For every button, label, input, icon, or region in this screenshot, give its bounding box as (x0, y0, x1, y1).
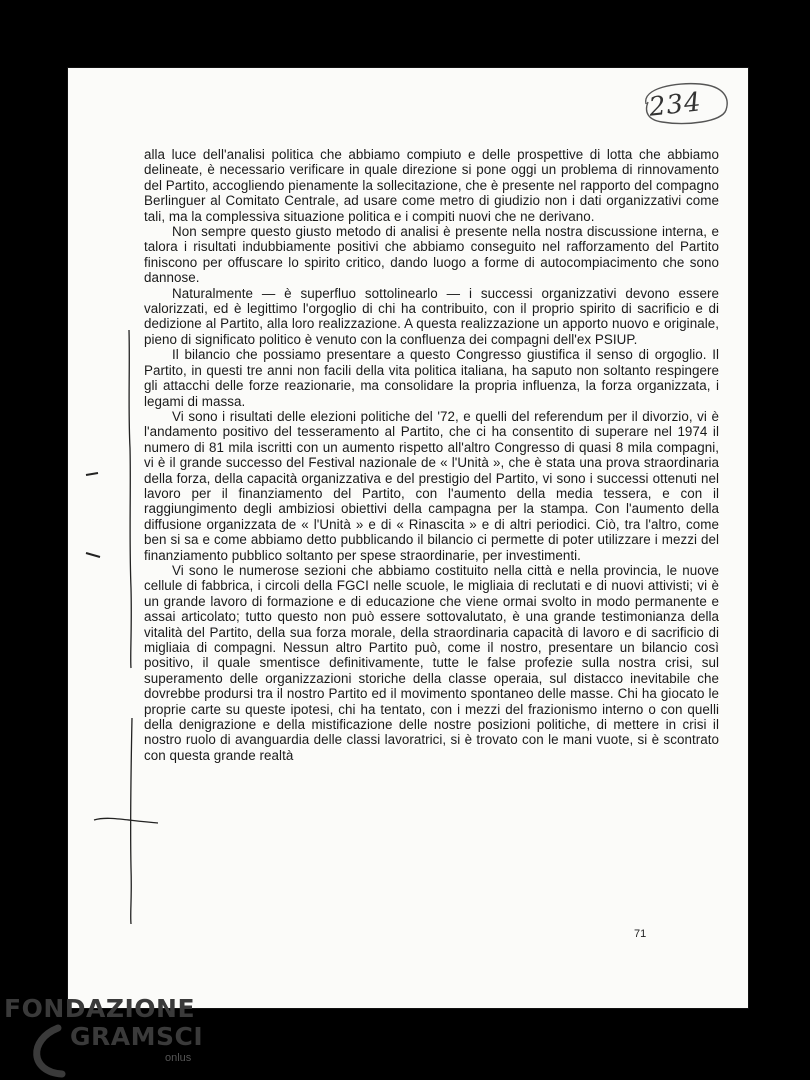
margin-line-upper (129, 330, 131, 668)
paragraph-1: alla luce dell'analisi politica che abbiamo compiuto e delle prospettive di lotta che abbiamo delineate, è necessario verificare in quale direzione si pone oggi un problema di rinnovamento del Partito, accogliendo pienamente la sollecitazione, che è presente nel rapporto del compagno Berlinguer al Comitato Centrale, ad usare come metro di giudizio non i dati organizzativi come tali, ma la complessiva situazione politica e i compiti nuovi che ne derivano. (144, 147, 719, 224)
paragraph-4: Il bilancio che possiamo presentare a questo Congresso giustifica il senso di orgoglio. Il Partito, in questi tre anni non facili della vita politica italiana, ha saputo non soltanto respingere gli attacchi delle forze reazionarie, ma consolidare la propria influenza, la forza organizzata, i legami di massa. (144, 347, 719, 409)
margin-dash-1 (86, 473, 98, 475)
paragraph-6: Vi sono le numerose sezioni che abbiamo costituito nella città e nella provincia, le nuove cellule di fabbrica, i circoli della FGCI nelle scuole, le migliaia di reclutati e di nuovi attivisti; vi è un grande lavoro di formazione e di educazione che viene ormai svolto in modo permanente e assai articolato; tutto questo non può essere sottovalutato, è una grande testimonianza della vitalità del Partito, della sua forza morale, della straordinaria capacità di lavoro e di sacrificio di migliaia di compagni. Nessun altro Partito può, come il nostro, presentare un bilancio così positivo, il quale smentisce definitivamente, tutte le false profezie sulla nostra crisi, sul superamento delle organizzazioni storiche della classe operaia, sul distacco inevitabile che dovrebbe prodursi tra il nostro Partito ed il movimento spontaneo delle masse. Chi ha giocato le proprie carte su queste ipotesi, chi ha tentato, con i mezzi del frazionismo interno o con quelli della denigrazione e della mistificazione delle nostre posizioni politiche, di mettere in crisi il nostro ruolo di avanguardia delle classi lavoratrici, si è trovato con le mani vuote, si è scontrato con questa grande realtà (144, 562, 719, 763)
body-text (144, 147, 719, 763)
paragraph-3: Naturalmente — è superfluo sottolinearlo — i successi organizzativi devono essere valorizzati, ed è legittimo l'orgoglio di chi ha contribuito, con il proprio spirito di sacrificio e di dedizione al Partito, alla loro realizzazione. A questa realizzazione un apporto nuovo e originale, pieno di significato politico è venuto con la confluenza dei compagni dell'ex PSIUP. (144, 285, 719, 347)
paragraph-5: Vi sono i risultati delle elezioni politiche del '72, e quelli del referendum per il divorzio, vi è l'andamento positivo del tesseramento al Partito, che ci ha consentito di superare nel 1974 il numero di 81 mila iscritti con un aumento rispetto all'altro Congresso di quasi 8 mila compagni, vi è il grande successo del Festival nazionale de « l'Unità », che è stata una prova straordinaria della forza, della capacità organizzativa e del prestigio del Partito, vi sono i successi ottenuti nel lavoro per il finanziamento del Partito, con l'aumento della media tessera, e con il raggiungimento degli ambiziosi obiettivi della campagna per la stampa. Con l'aumento della diffusione organizzata de « l'Unità » e di « Rinascita » e di altri periodici. Ciò, tra l'altro, come ben si sa e come abbiamo detto pubblicando il bilancio ci permette di poter utilizzare i mezzi del finanziamento pubblico soltanto per spese straordinarie, per investimenti. (144, 408, 719, 563)
page-number: 71 (634, 928, 647, 940)
margin-line-lower (131, 718, 132, 924)
watermark-line1: FONDAZIONE (4, 994, 196, 1023)
paragraph-2: Non sempre questo giusto metodo di analisi è presente nella nostra discussione interna, e talora i risultati indubbiamente positivi che abbiamo conseguito nel rafforzamento del Partito finiscono per offuscare lo spirito critico, dando luogo a forme di autocompiacimento che sono dannose. (144, 224, 719, 286)
watermark-line2: GRAMSCI (70, 1022, 204, 1051)
document-page (68, 68, 748, 1008)
archive-number: 234 (647, 87, 704, 123)
watermark-suffix: onlus (165, 1052, 192, 1064)
margin-dash-2 (86, 553, 100, 557)
margin-arrow (94, 818, 158, 823)
